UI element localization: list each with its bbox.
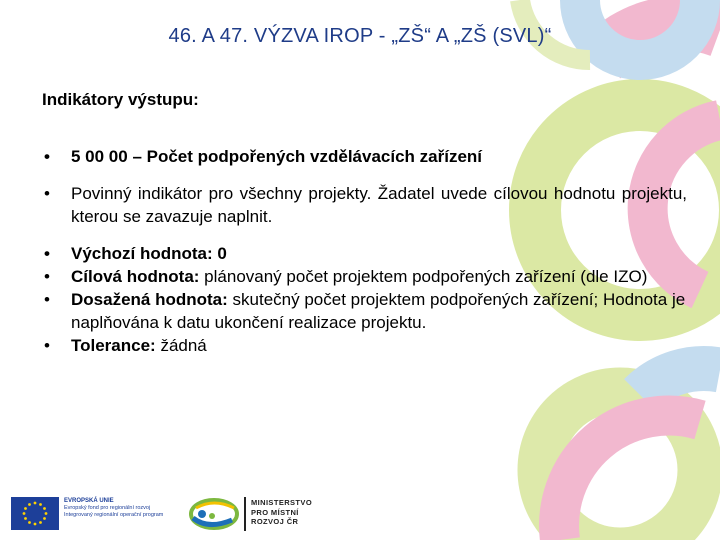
bullet-achieved-value: [42, 288, 687, 334]
mmr-line-2: PRO MÍSTNÍ: [251, 507, 299, 517]
mmr-line-3: ROZVOJ ČR: [251, 517, 299, 526]
target-text: plánovaný počet projektem podpořených zařízení (dle IZO): [199, 267, 648, 286]
eu-program-line: Integrovaný regionální operační program: [64, 512, 164, 518]
bullet-marker: •: [44, 336, 50, 355]
bullet-marker: •: [44, 244, 50, 263]
bullet-marker: •: [44, 267, 50, 286]
mmr-divider: [244, 497, 246, 531]
bullet-marker: •: [44, 290, 50, 309]
bullet-indicator: [42, 145, 687, 168]
indicator-text: 5 00 00 – Počet podpořených vzdělávacích zařízení: [71, 147, 483, 166]
irop-logo-icon: [188, 496, 240, 532]
eu-logo-text: [64, 498, 184, 519]
initial-value-text: Výchozí hodnota: 0: [71, 244, 227, 263]
bullet-marker: •: [44, 184, 50, 203]
tolerance-label: Tolerance:: [71, 336, 156, 355]
bullet-list: [42, 145, 687, 357]
mmr-line-1: MINISTERSTVO: [251, 498, 313, 507]
eu-flag-icon: [11, 497, 59, 530]
slide-title: 46. A 47. VÝZVA IROP - „ZŠ“ A „ZŠ (SVL)“: [168, 25, 552, 47]
tolerance-text: žádná: [155, 336, 207, 355]
mmr-logo-text: [251, 498, 312, 527]
ring-blue-bottom: [640, 369, 720, 395]
target-label: Cílová hodnota:: [71, 267, 200, 286]
achieved-text: skutečný počet projektem podpořených zařízení; Hodnota je naplňována k datu ukončení realizace projektu.: [71, 290, 686, 332]
bullet-tolerance: [42, 334, 687, 357]
eu-heading: EVROPSKÁ UNIE: [64, 498, 114, 504]
achieved-label: Dosažená hodnota:: [71, 290, 228, 309]
mandatory-text: Povinný indikátor pro všechny projekty. Žadatel uvede cílovou hodnotu projektu, kterou se zavazuje naplnit.: [71, 184, 687, 226]
bullet-marker: •: [44, 147, 50, 166]
section-heading: Indikátory výstupu:: [42, 90, 199, 109]
bullet-initial-value: [42, 242, 687, 265]
bullet-target-value: [42, 265, 687, 288]
bullet-mandatory: [42, 182, 687, 228]
eu-fund-line: Evropský fond pro regionální rozvoj: [64, 505, 151, 511]
